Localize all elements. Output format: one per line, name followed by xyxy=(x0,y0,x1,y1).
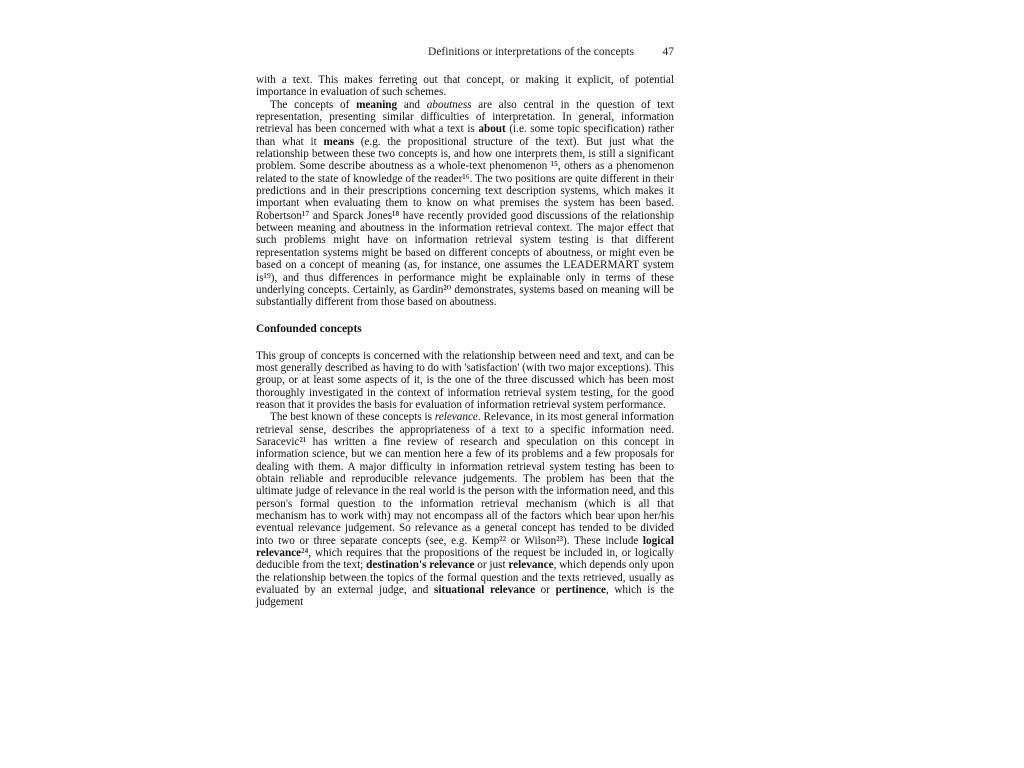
term-situational-relevance: situational relevance xyxy=(434,584,536,597)
paragraph-text: with a text. This makes ferreting out that concept, or making it explicit, of potential importance in evaluation of such schemes. xyxy=(256,74,674,99)
paragraph-continuation xyxy=(256,74,674,99)
paragraph-confounded-intro xyxy=(256,350,674,412)
term-pertinence: pertinence xyxy=(555,584,606,597)
paragraph-text: and xyxy=(397,98,427,111)
paragraph-text: (i.e. some topic specification) rather than what it xyxy=(256,123,675,148)
paragraph-text: or xyxy=(535,584,556,597)
term-meaning: meaning xyxy=(356,98,398,111)
paragraph-text: The concepts of xyxy=(270,98,357,111)
term-relevance: relevance xyxy=(508,559,554,572)
paragraph-text: The best known of these concepts is xyxy=(270,411,435,424)
paragraph-text: are also central in the question of text representation, presenting similar difficulties of interpretation. In general, information retrieval has been concerned with what a text is xyxy=(256,98,674,136)
term-about: about xyxy=(478,123,506,136)
paragraph-relevance xyxy=(256,411,674,609)
term-aboutness: aboutness xyxy=(426,98,472,111)
text-column xyxy=(256,74,674,609)
term-logical-relevance: logical relevance xyxy=(256,534,674,560)
running-title: Definitions or interpretations of the concepts xyxy=(428,46,634,58)
page-number: 47 xyxy=(662,46,674,58)
paragraph-meaning-aboutness xyxy=(256,99,674,309)
running-head xyxy=(256,44,674,60)
paragraph-text: , which depends only upon the relationship between the topics of the formal question and the texts retrieved, usually as evaluated by an external judge, and xyxy=(256,559,674,597)
term-relevance-italic: relevance xyxy=(434,411,478,424)
paragraph-text: or xyxy=(474,559,490,572)
term-destinations-relevance: destination's relevance xyxy=(366,559,475,572)
term-means: means xyxy=(323,135,354,148)
paragraph-text: (e.g. the propositional structure of the text). But just what the relationship between these two concepts is, and how one interprets them, is still a significant problem. Some describe aboutness as a whole-text phenomenon ¹⁵, others as a phenomenon related to the state of knowledge of the reader¹⁶. The two positions are quite different in their predictions and in their prescriptions concerning text description systems, which makes it important when evaluating them to know on what premises the system has been based. Robertson¹⁷ and Sparck Jones¹⁸ have recently provided good discussions of the relationship between meaning and aboutness in the information retrieval context. The major effect that such problems might have on information retrieval system testing is that different representation systems might be based on different concepts of aboutness, or might even be based on a concept of meaning (as, for instance, one assumes the LEADERMART system is¹⁹), and thus differences in performance might be explainable only in terms of these underlying concepts. Certainly, as Gardin²⁰ demonstrates, systems based on meaning will be substantially different from those based on aboutness. xyxy=(256,135,674,309)
section-heading: Confounded concepts xyxy=(256,322,362,335)
paragraph-text: ²⁴, which requires that the propositions of the request be included in, or logically deducible from the text; xyxy=(256,547,674,572)
paragraph-text: . Relevance, in its most general information retrieval sense, describes the appropriateness of a text to a specific information need. Saracevic²¹ has written a fine review of research and speculation on this concept in information science, but we can mention here a few of its problems and a few proposals for dealing with them. A major difficulty in information retrieval system testing has been to obtain reliable and reproducible relevance judgements. The problem has been that the ultimate judge of relevance in the real world is the person with the information need, and this person's formal question to the information retrieval mechanism (which is all that mechanism has to work with) may not encompass all of the factors which bear upon her/his eventual relevance judgement. So relevance as a general concept has tended to be divided into two or three separate concepts (see, e.g. Kemp²² or Wilson²³). These include xyxy=(256,411,674,547)
paragraph-text: This group of concepts is concerned with the relationship between need and text, and can be most generally described as having to do with 'satisfaction' (with two major exceptions). This group, or at least some aspects of it, is the one of the three discussed which has been most thoroughly investigated in the context of information retrieval system testing, for the good reason that it provides the basis for evaluation of information retrieval system performance. xyxy=(256,349,674,411)
paragraph-text: , which is the judgement xyxy=(256,584,674,609)
paragraph-text: just xyxy=(489,559,509,572)
